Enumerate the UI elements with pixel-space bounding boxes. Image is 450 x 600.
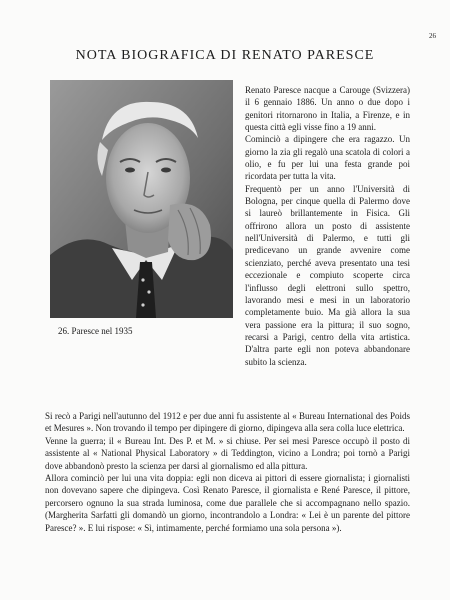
page-number: 26 [429,32,436,40]
paragraph: Allora cominciò per lui una vita doppia: egli non diceva ai pittori di essere giornalista; i giornalisti non dovevano sapere che dipingeva. Così Renato Paresce, il giornalista e René Paresce, il pittore, percorsero ognuno la sua strada luminosa, come due parallele che si accompagnano nello spazio. (Margherita Sarfatti gli domandò un giorno, incontrandolo a Londra: « Lei è un parente del pittore Paresce? ». E lui rispose: « Sì, intimamente, perché formiamo una sola persona »). [45,473,410,533]
paragraph: Venne la guerra; il « Bureau Int. Des P. et M. » si chiuse. Per sei mesi Paresce occupò il posto di assistente al « National Physical Laboratory » di Teddington, vicino a Londra; poi tornò a Parigi dove abbandonò presto la scienza per darsi al giornalismo ed alla pittura. [45,435,410,471]
paragraph: Frequentò per un anno l'Università di Bologna, per cinque quella di Palermo dove si laureò brillantemente in Fisica. Gli offrirono allora un posto di assistente nell'Università di Palermo, e tutti gli predicevano un grande avvenire come scienziato, perché aveva presentato una tesi eccezionale e compiuto scoperte circa l'influsso degli elettroni sullo spettro, lavorando mesi e mesi in un laboratorio completamente buio. Ma già allora la sua vera passione era la pittura; il suo sogno, recarsi a Parigi, centro della vita artistica. D'altra parte egli non poteva abbandonare subito la scienza. [245,183,410,367]
paragraph: Renato Paresce nacque a Carouge (Svizzera) il 6 gennaio 1886. Un anno o due dopo i genitori ritornarono in Italia, a Firenze, e in questa città egli visse fino a 19 anni. [245,85,410,133]
figure-caption: 26. Paresce nel 1935 [58,326,133,336]
paragraph: Si recò a Parigi nell'autunno del 1912 e per due anni fu assistente al « Bureau International des Poids et Mesures ». Non trovando il tempo per dipingere di giorno, dipingeva alla sera colla luce elettrica. [45,411,410,434]
text-body-full-width [45,410,410,534]
portrait-photo [50,80,233,318]
text-column-right [245,84,410,368]
paragraph: Cominciò a dipingere che era ragazzo. Un giorno la zia gli regalò una scatola di colori a olio, e fu per lui una festa grande poi ricordata per tutta la vita. [245,134,410,182]
page-title: NOTA BIOGRAFICA DI RENATO PARESCE [75,48,375,63]
